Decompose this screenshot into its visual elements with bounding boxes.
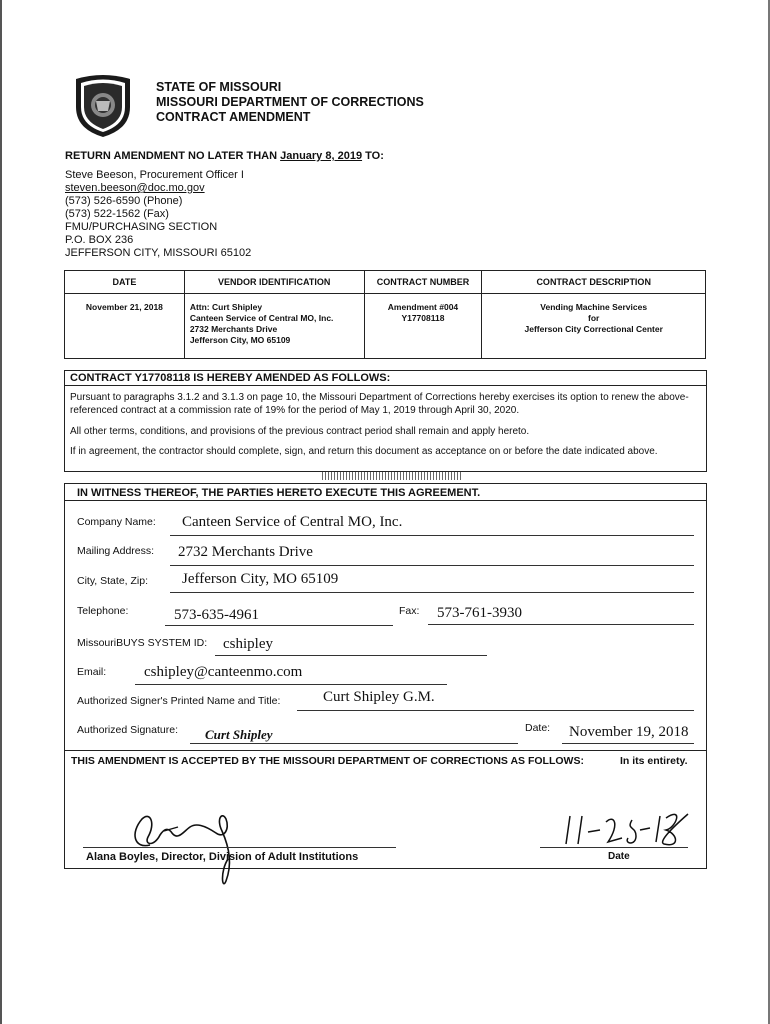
cell-date: November 21, 2018 — [65, 294, 185, 359]
contact-name: Steve Beeson, Procurement Officer I — [65, 169, 244, 181]
col-header-date: DATE — [65, 271, 185, 294]
director-handwritten-signature — [120, 805, 260, 895]
director-name-title: Alana Boyles, Director, Division of Adult Institutions — [86, 851, 359, 863]
authorized-signature-field[interactable]: Curt Shipley — [205, 727, 273, 742]
field-line — [170, 592, 694, 593]
divider — [64, 500, 706, 501]
signer-label: Authorized Signer's Printed Name and Title: — [77, 695, 281, 707]
col-header-description: CONTRACT DESCRIPTION — [482, 271, 706, 294]
cell-contract-number: Amendment #004 Y17708118 — [364, 294, 482, 359]
cell-vendor: Attn: Curt Shipley Canteen Service of Central MO, Inc. 2732 Merchants Drive Jefferson City, MO 65109 — [184, 294, 364, 359]
col-header-vendor: VENDOR IDENTIFICATION — [184, 271, 364, 294]
field-line — [562, 743, 694, 744]
acceptance-scope: In its entirety. — [620, 755, 688, 767]
mailing-address-label: Mailing Address: — [77, 545, 155, 557]
field-line — [540, 847, 688, 848]
header-department: MISSOURI DEPARTMENT OF CORRECTIONS — [156, 95, 424, 109]
contract-info-table — [64, 270, 706, 359]
city-state-zip-label: City, State, Zip: — [77, 575, 148, 587]
header-doc-type: CONTRACT AMENDMENT — [156, 110, 311, 124]
contact-section: FMU/PURCHASING SECTION — [65, 221, 218, 233]
cell-description: Vending Machine Services for Jefferson City Correctional Center — [482, 294, 706, 359]
divider — [64, 750, 706, 751]
amendment-paragraph-renewal: Pursuant to paragraphs 3.1.2 and 3.1.3 on page 10, the Missouri Department of Corrections hereby exercises its option to renew the above-referenced contract at a commission rate of 19% for the period of May 1, 2019 through April 30, 2020. — [70, 392, 689, 416]
contact-fax: (573) 522-1562 (Fax) — [65, 208, 169, 220]
missouribuys-id-label: MissouriBUYS SYSTEM ID: — [77, 637, 208, 649]
city-state-zip-field[interactable]: Jefferson City, MO 65109 — [182, 571, 339, 587]
field-line — [170, 535, 694, 536]
email-field[interactable]: cshipley@canteenmo.com — [144, 664, 303, 680]
amendment-paragraph-terms: All other terms, conditions, and provisions of the previous contract period shall remain and apply hereto. — [70, 426, 530, 437]
field-line — [428, 624, 694, 625]
signature-label: Authorized Signature: — [77, 724, 178, 736]
field-line — [215, 655, 487, 656]
header-state: STATE OF MISSOURI — [156, 80, 282, 94]
field-line — [170, 565, 694, 566]
amendment-title: CONTRACT Y17708118 IS HEREBY AMENDED AS FOLLOWS: — [70, 372, 391, 384]
contact-city: JEFFERSON CITY, MISSOURI 65102 — [65, 247, 252, 259]
acceptance-date-label: Date — [608, 851, 630, 862]
divider — [64, 385, 706, 386]
contact-phone: (573) 526-6590 (Phone) — [65, 195, 183, 207]
fax-field[interactable]: 573-761-3930 — [437, 605, 522, 621]
contact-po-box: P.O. BOX 236 — [65, 234, 134, 246]
field-line — [83, 847, 396, 848]
acceptance-statement: THIS AMENDMENT IS ACCEPTED BY THE MISSOURI DEPARTMENT OF CORRECTIONS AS FOLLOWS: — [71, 755, 584, 767]
field-line — [297, 710, 694, 711]
missouribuys-id-field[interactable]: cshipley — [223, 636, 273, 652]
signature-date-field[interactable]: November 19, 2018 — [569, 724, 689, 740]
email-label: Email: — [77, 666, 107, 678]
field-line — [135, 684, 447, 685]
return-deadline: RETURN AMENDMENT NO LATER THAN January 8, 2019 TO: — [65, 150, 384, 162]
amendment-paragraph-instructions: If in agreement, the contractor should complete, sign, and return this document as acceptance on or before the date indicated above. — [70, 446, 658, 457]
telephone-field[interactable]: 573-635-4961 — [174, 607, 259, 623]
signer-field[interactable]: Curt Shipley G.M. — [323, 689, 435, 705]
contact-email-link[interactable]: steven.beeson@doc.mo.gov — [65, 182, 205, 194]
return-date: January 8, 2019 — [280, 150, 363, 162]
fax-label: Fax: — [399, 605, 420, 617]
company-name-field[interactable]: Canteen Service of Central MO, Inc. — [182, 514, 403, 530]
missouri-doc-seal-icon — [72, 73, 134, 139]
document-header — [156, 80, 424, 125]
field-line — [165, 625, 393, 626]
signature-date-label: Date: — [525, 722, 551, 734]
telephone-label: Telephone: — [77, 605, 129, 617]
page-edge-left — [0, 0, 2, 1024]
witness-title: IN WITNESS THEREOF, THE PARTIES HERETO EXECUTE THIS AGREEMENT. — [77, 487, 481, 499]
company-name-label: Company Name: — [77, 516, 156, 528]
col-header-contract: CONTRACT NUMBER — [364, 271, 482, 294]
procurement-contact — [65, 169, 251, 260]
field-line — [190, 743, 518, 744]
mailing-address-field[interactable]: 2732 Merchants Drive — [178, 544, 313, 560]
perforation-mark — [322, 472, 462, 480]
